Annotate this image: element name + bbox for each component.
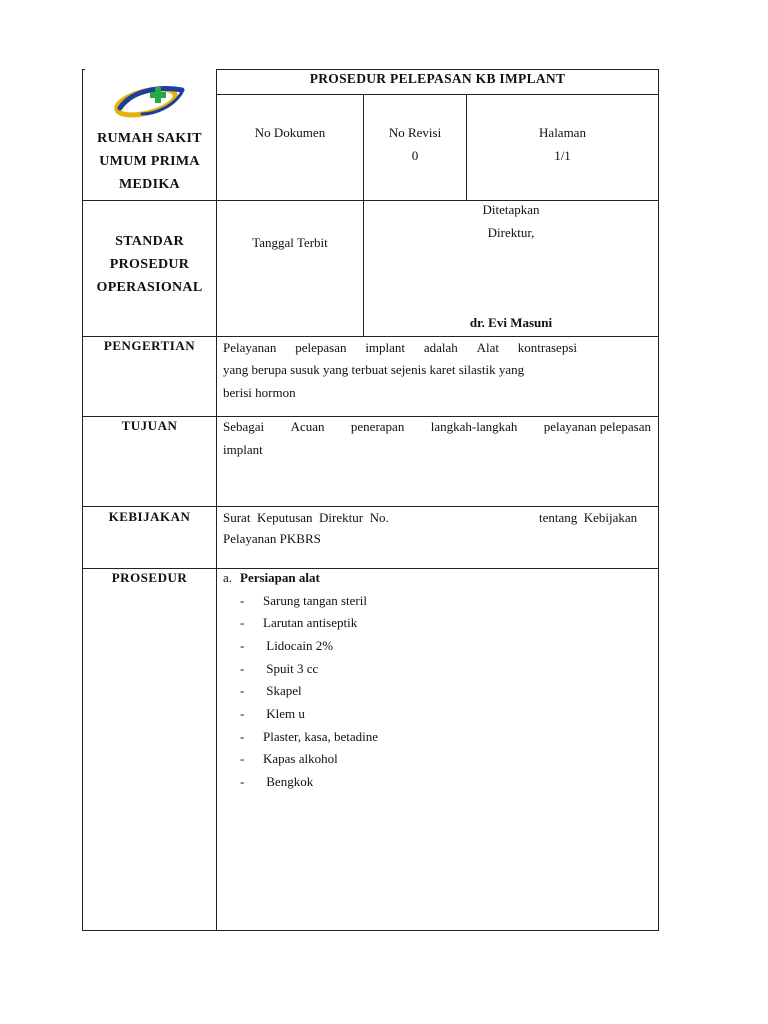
- list-item: - Spuit 3 cc: [240, 661, 319, 676]
- prosedur-section-marker: a.: [223, 570, 233, 585]
- hospital-name-line-3: MEDIKA: [119, 177, 180, 192]
- list-item: - Klem u: [240, 706, 305, 721]
- kebijakan-line-1-right: tentang Kebijakan: [539, 510, 638, 525]
- list-item-text: Sarung tangan steril: [263, 593, 367, 608]
- direktur-label: Direktur,: [487, 225, 535, 240]
- no-revisi-label: No Revisi: [388, 125, 442, 140]
- kebijakan-label: KEBIJAKAN: [108, 509, 191, 524]
- signer-name: dr. Evi Masuni: [469, 315, 553, 330]
- prosedur-label: PROSEDUR: [111, 570, 188, 585]
- tujuan-word: langkah-langkah: [430, 419, 518, 434]
- document-title: PROSEDUR PELEPASAN KB IMPLANT: [309, 71, 566, 86]
- list-item: - Sarung tangan steril: [240, 593, 367, 608]
- prosedur-section-title: Persiapan alat: [240, 570, 320, 585]
- list-item-text: Lidocain 2%: [263, 638, 334, 653]
- hospital-logo: [112, 78, 186, 120]
- list-item-text: Klem u: [263, 706, 305, 721]
- tujuan-word: Sebagai: [223, 419, 265, 434]
- pengertian-line-1: [223, 340, 577, 356]
- list-item-text: Spuit 3 cc: [263, 661, 319, 676]
- tujuan-word: pelayanan pelepasan: [543, 419, 651, 434]
- tanggal-terbit-label: Tanggal Terbit: [252, 235, 328, 250]
- kebijakan-line-2: Pelayanan PKBRS: [223, 531, 321, 546]
- list-item-text: Kapas alkohol: [263, 751, 338, 766]
- tujuan-line-2: implant: [223, 442, 263, 457]
- list-item: - Plaster, kasa, betadine: [240, 729, 378, 744]
- tujuan-line-1: [223, 419, 651, 435]
- halaman-value: 1/1: [554, 148, 571, 163]
- hospital-name-line-1: RUMAH SAKIT: [97, 131, 202, 146]
- list-item-text: Bengkok: [263, 774, 314, 789]
- list-item: - Bengkok: [240, 774, 314, 789]
- ditetapkan-label: Ditetapkan: [482, 202, 540, 217]
- list-item-text: Larutan antiseptik: [263, 615, 358, 630]
- hospital-name: [83, 127, 216, 196]
- list-item: - Skapel: [240, 683, 302, 698]
- pengertian-word: adalah: [423, 340, 458, 355]
- no-revisi-value: 0: [411, 148, 419, 163]
- no-dokumen-label: No Dokumen: [254, 125, 326, 140]
- tujuan-word: penerapan: [350, 419, 405, 434]
- pengertian-line-3: berisi hormon: [223, 385, 296, 400]
- pengertian-word: Alat: [476, 340, 499, 355]
- sop-label-line-3: OPERASIONAL: [96, 280, 203, 295]
- list-item-text: Plaster, kasa, betadine: [263, 729, 378, 744]
- kebijakan-line-1-left: Surat Keputusan Direktur No.: [223, 510, 389, 525]
- pengertian-word: implant: [365, 340, 406, 355]
- pengertian-word: Pelayanan: [223, 340, 277, 355]
- list-item-text: Skapel: [263, 683, 302, 698]
- sop-label: [83, 230, 216, 299]
- pengertian-line-2: yang berupa susuk yang terbuat sejenis karet silastik yang: [223, 362, 525, 377]
- list-item: - Lidocain 2%: [240, 638, 334, 653]
- list-item: - Kapas alkohol: [240, 751, 338, 766]
- sop-label-line-1: STANDAR: [115, 234, 184, 249]
- sop-label-line-2: PROSEDUR: [109, 257, 190, 272]
- hospital-name-line-2: UMUM PRIMA: [99, 154, 200, 169]
- pengertian-label: PENGERTIAN: [103, 338, 196, 353]
- pengertian-word: kontrasepsi: [517, 340, 577, 355]
- list-item: - Larutan antiseptik: [240, 615, 358, 630]
- tujuan-label: TUJUAN: [121, 418, 178, 433]
- pengertian-word: pelepasan: [295, 340, 347, 355]
- tujuan-word: Acuan: [290, 419, 325, 434]
- halaman-label: Halaman: [539, 125, 586, 140]
